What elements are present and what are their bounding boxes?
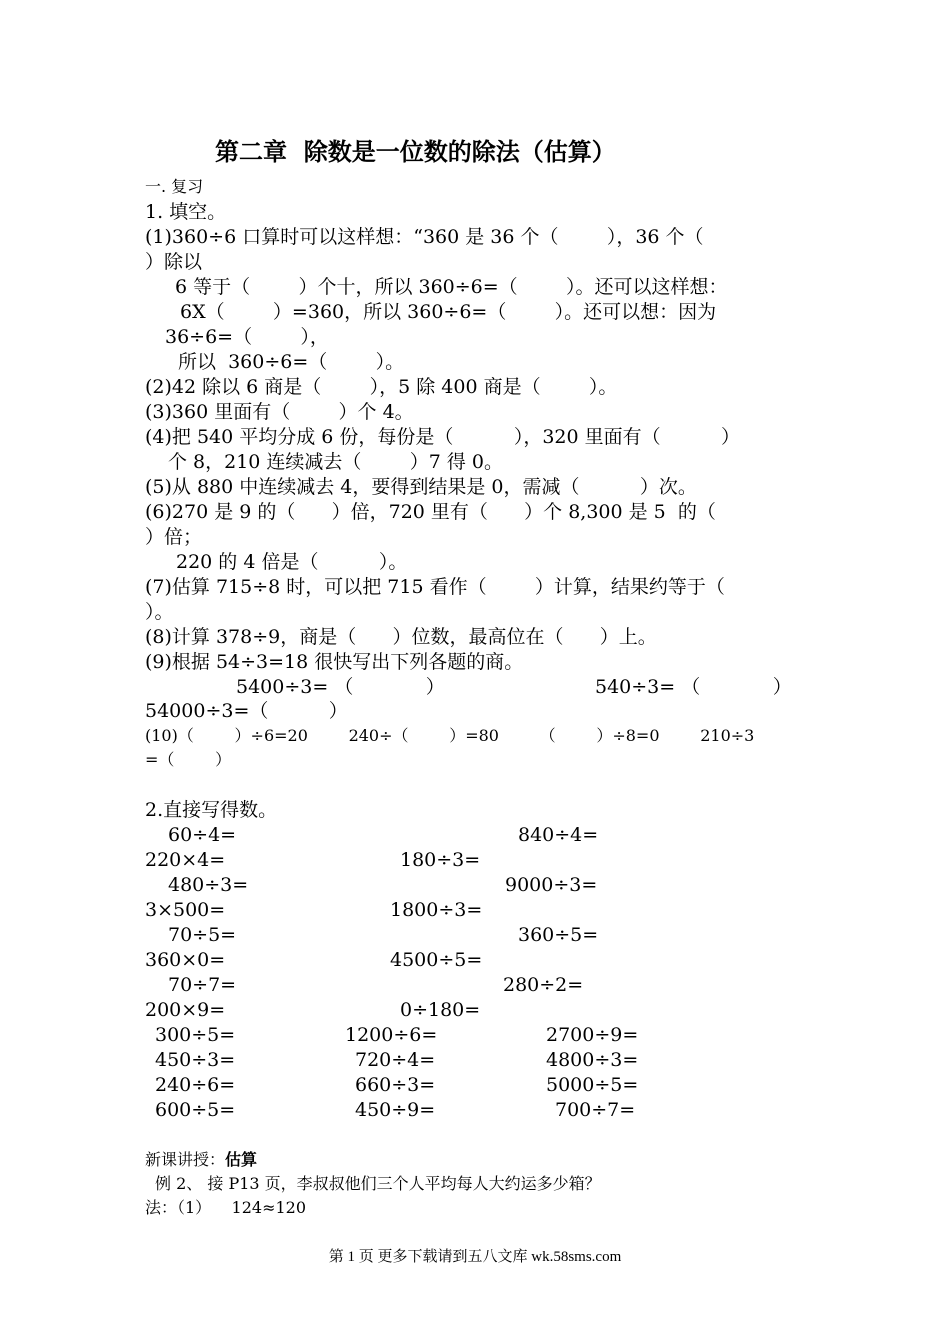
example-text: 例 2、 接 P13 页，李叔叔他们三个人平均每人大约运多少箱？ xyxy=(155,1174,601,1193)
q2-item: 720÷4= xyxy=(355,1049,436,1071)
page-title: 第二章 除数是一位数的除法（估算） xyxy=(215,138,616,166)
new-lesson-label: 新课讲授： xyxy=(145,1150,226,1169)
q2-item: 60÷4= xyxy=(168,824,237,846)
q1-heading: 1. 填空。 xyxy=(145,201,227,223)
q1-line: (5)从 880 中连续减去 4，要得到结果是 0，需减（ ）次。 xyxy=(145,476,697,498)
q2-item: 1800÷3= xyxy=(390,899,483,921)
q2-item: 9000÷3= xyxy=(505,874,598,896)
q1-line: 所以 360÷6=（ ）。 xyxy=(178,351,405,373)
new-lesson xyxy=(145,1148,257,1172)
q2-item: 2700÷9= xyxy=(546,1024,639,1046)
new-lesson-topic: 估算 xyxy=(225,1150,258,1169)
q1-line: 5400÷3= （ ） xyxy=(236,676,445,698)
q2-item: 700÷7= xyxy=(555,1099,636,1121)
q2-item: 70÷7= xyxy=(168,974,237,996)
q1-line: 54000÷3=（ ） xyxy=(145,700,348,722)
q2-item: 450÷3= xyxy=(155,1049,236,1071)
q1-line: (10)（ ）÷6=20 240÷（ ）=80 （ ）÷8=0 210÷3 xyxy=(145,726,755,745)
q1-line: ）。 xyxy=(145,601,174,623)
q1-line: =（ ） xyxy=(145,750,232,769)
q1-line: 36÷6=（ ）， xyxy=(165,326,329,348)
q2-item: 660÷3= xyxy=(355,1074,436,1096)
q1-line: (6)270 是 9 的（ ）倍，720 里有（ ）个 8,300 是 5 的（ xyxy=(145,501,716,523)
q2-item: 360×0= xyxy=(145,949,226,971)
q1-line: (8)计算 378÷9，商是（ ）位数，最高位在（ ）上。 xyxy=(145,626,657,648)
q1-line: 个 8，210 连续减去（ ）7 得 0。 xyxy=(168,451,504,473)
q2-item: 360÷5= xyxy=(518,924,599,946)
q1-line: (1)360÷6 口算时可以这样想：“360 是 36 个（ ），36 个（ xyxy=(145,226,704,248)
q2-item: 280÷2= xyxy=(503,974,584,996)
q1-line: 6X（ ）=360，所以 360÷6=（ ）。还可以想：因为 xyxy=(180,301,717,323)
q1-line: (4)把 540 平均分成 6 份，每份是（ ），320 里面有（ ） xyxy=(145,426,741,448)
q2-item: 840÷4= xyxy=(518,824,599,846)
page-footer: 第 1 页 更多下载请到五八文库 wk.58sms.com xyxy=(328,1249,622,1265)
q2-heading: 2.直接写得数。 xyxy=(145,799,278,821)
method-text: 法：（1） 124≈120 xyxy=(145,1198,307,1217)
q2-item: 300÷5= xyxy=(155,1024,236,1046)
review-heading: 一. 复习 xyxy=(145,177,204,196)
q1-line: ）倍； xyxy=(145,526,203,548)
q1-line: ）除以 xyxy=(145,251,203,273)
q2-item: 200×9= xyxy=(145,999,226,1021)
q2-item: 450÷9= xyxy=(355,1099,436,1121)
q2-item: 600÷5= xyxy=(155,1099,236,1121)
q2-item: 240÷6= xyxy=(155,1074,236,1096)
q2-item: 5000÷5= xyxy=(546,1074,639,1096)
q2-item: 180÷3= xyxy=(400,849,481,871)
q1-line: 220 的 4 倍是（ ）。 xyxy=(176,551,408,573)
q2-item: 4500÷5= xyxy=(390,949,483,971)
q2-item: 0÷180= xyxy=(400,999,481,1021)
q2-item: 4800÷3= xyxy=(546,1049,639,1071)
q1-line: 6 等于（ ）个十，所以 360÷6=（ ）。还可以这样想： xyxy=(175,276,728,298)
q2-item: 70÷5= xyxy=(168,924,237,946)
q2-item: 3×500= xyxy=(145,899,226,921)
q1-line: 540÷3= （ ） xyxy=(595,676,792,698)
q1-line: (9)根据 54÷3=18 很快写出下列各题的商。 xyxy=(145,651,524,673)
q1-line: (7)估算 715÷8 时，可以把 715 看作（ ）计算，结果约等于（ xyxy=(145,576,725,598)
q2-item: 220×4= xyxy=(145,849,226,871)
q2-item: 1200÷6= xyxy=(345,1024,438,1046)
q1-line: (3)360 里面有（ ）个 4。 xyxy=(145,401,414,423)
q2-item: 480÷3= xyxy=(168,874,249,896)
q1-line: (2)42 除以 6 商是（ ），5 除 400 商是（ ）。 xyxy=(145,376,618,398)
